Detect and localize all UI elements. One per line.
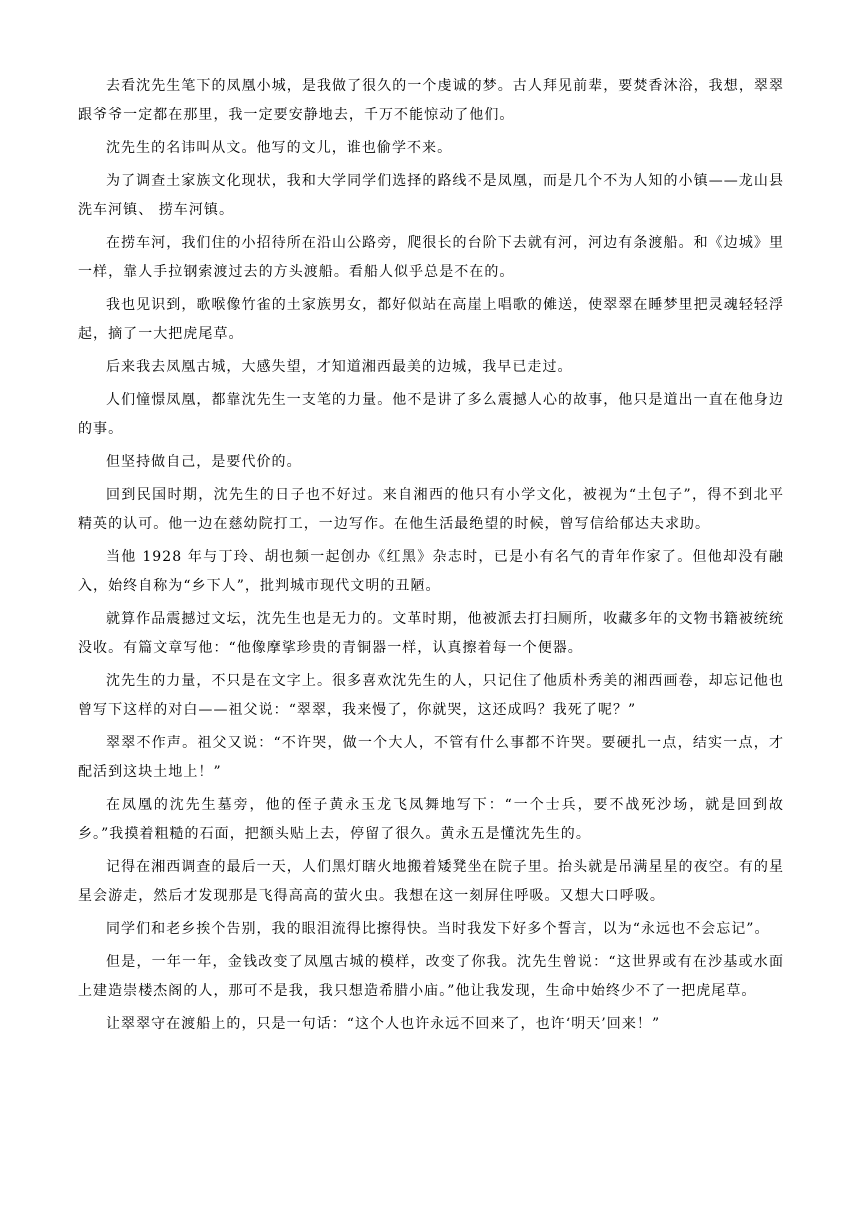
paragraph: 让翠翠守在渡船上的，只是一句话：“这个人也许永远不回来了，也许‘明天’回来！”: [106, 1016, 661, 1032]
paragraph: 人们憧憬凤凰，都靠沈先生一支笔的力量。他不是讲了多么震撼人心的故事，他只是道出一直在他身边的事。: [78, 392, 784, 437]
paragraph: 记得在湘西调查的最后一天，人们黑灯瞎火地搬着矮凳坐在院子里。抬头就是吊满星星的夜空。有的星星会游走，然后才发现那是飞得高高的萤火虫。我想在这一刻屏住呼吸。又想大口呼吸。: [78, 859, 784, 904]
paragraph: 去看沈先生笔下的凤凰小城，是我做了很久的一个虔诚的梦。古人拜见前辈，要焚香沐浴，我想，翠翠跟爷爷一定都在那里，我一定要安静地去，千万不能惊动了他们。: [78, 78, 784, 123]
paragraph: 翠翠不作声。祖父又说：“不许哭，做一个大人，不管有什么事都不许哭。要硬扎一点，结实一点，才配活到这块土地上！”: [78, 735, 784, 780]
paragraph: 沈先生的名讳叫从文。他写的文儿，谁也偷学不来。: [106, 140, 453, 156]
paragraph: 但是，一年一年，金钱改变了凤凰古城的模样，改变了你我。沈先生曾说：“这世界或有在沙基或水面上建造崇楼杰阁的人，那可不是我，我只想造希腊小庙。”他让我发现，生命中始终少不了一把虎尾草。: [78, 954, 784, 999]
paragraph: 回到民国时期，沈先生的日子也不好过。来自湘西的他只有小学文化，被视为“土包子”，得不到北平精英的认可。他一边在慈幼院打工，一边写作。在他生活最绝望的时候，曾写信给郁达夫求助。: [78, 487, 784, 532]
paragraph: 在捞车河，我们住的小招待所在沿山公路旁，爬很长的台阶下去就有河，河边有条渡船。和《边城》里一样，靠人手拉钢索渡过去的方头渡船。看船人似乎总是不在的。: [78, 235, 784, 280]
paragraph: 后来我去凤凰古城，大感失望，才知道湘西最美的边城，我早已走过。: [106, 359, 573, 375]
paragraph: 沈先生的力量，不只是在文字上。很多喜欢沈先生的人，只记住了他质朴秀美的湘西画卷，却忘记他也曾写下这样的对白——祖父说：“翠翠，我来慢了，你就哭，这还成吗？我死了呢？”: [78, 673, 784, 718]
paragraph: 但坚持做自己，是要代价的。: [106, 454, 302, 470]
paragraph: 当他 1928 年与丁玲、胡也频一起创办《红黑》杂志时，已是小有名气的青年作家了。但他却没有融入，始终自称为“乡下人”，批判城市现代文明的丑陋。: [78, 549, 784, 594]
paragraph: 为了调查土家族文化现状，我和大学同学们选择的路线不是凤凰，而是几个不为人知的小镇——龙山县洗车河镇、 捞车河镇。: [78, 173, 784, 218]
paragraph: 我也见识到，歌喉像竹雀的土家族男女，都好似站在高崖上唱歌的傩送，使翠翠在睡梦里把灵魂轻轻浮起，摘了一大把虎尾草。: [78, 297, 784, 342]
paragraph: 就算作品震撼过文坛，沈先生也是无力的。文革时期，他被派去打扫厕所，收藏多年的文物书籍被统统没收。有篇文章写他：“他像摩挲珍贵的青铜器一样，认真擦着每一个便器。: [78, 611, 784, 656]
document-body: [78, 72, 784, 1039]
paragraph: 在凤凰的沈先生墓旁，他的侄子黄永玉龙飞凤舞地写下：“一个士兵，要不战死沙场，就是回到故乡。”我摸着粗糙的石面，把额头贴上去，停留了很久。黄永五是懂沈先生的。: [78, 797, 784, 842]
paragraph: 同学们和老乡挨个告别，我的眼泪流得比擦得快。当时我发下好多个誓言，以为“永远也不会忘记”。: [106, 921, 770, 937]
